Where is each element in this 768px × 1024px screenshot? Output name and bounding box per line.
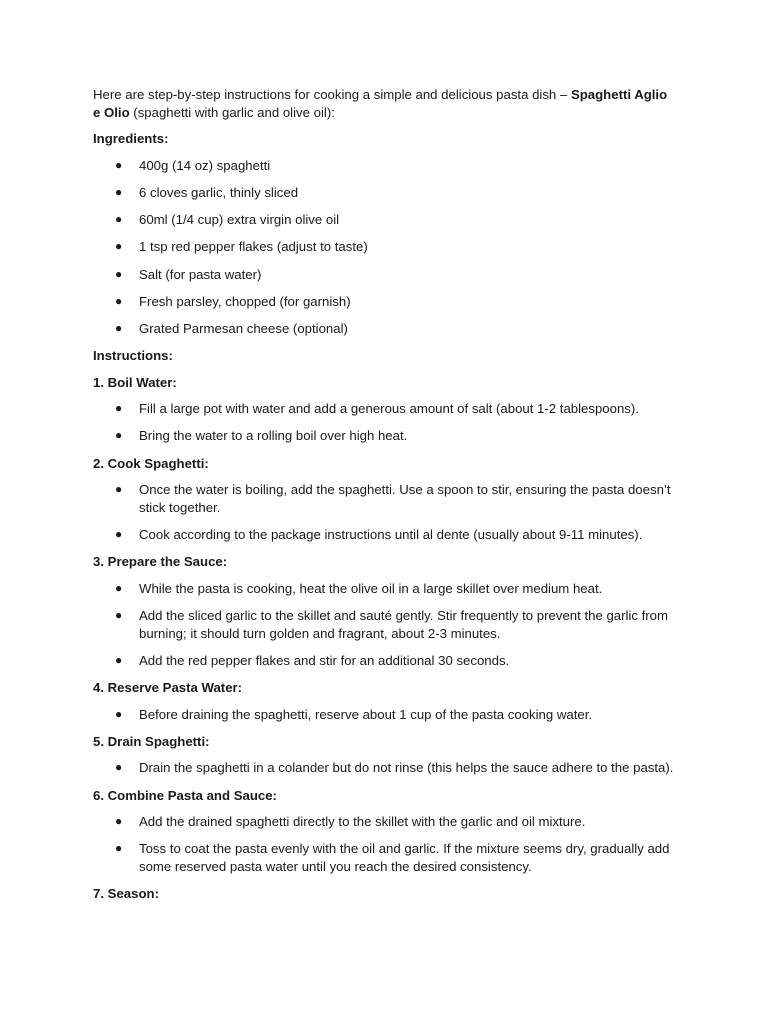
list-item (93, 759, 678, 777)
intro-text-after: (spaghetti with garlic and olive oil): (129, 104, 335, 120)
bullet-icon: ● (115, 652, 123, 667)
step-list (93, 400, 678, 445)
bullet-icon: ● (115, 608, 123, 622)
bullet-icon: ● (115, 184, 123, 199)
bullet-icon: ● (115, 814, 123, 829)
list-item (93, 652, 678, 670)
list-item (93, 840, 678, 875)
list-item (93, 607, 678, 642)
list-item-text: Add the red pepper flakes and stir for an additional 30 seconds. (139, 652, 510, 668)
list-item-text: 400g (14 oz) spaghetti (139, 157, 271, 173)
intro-text: Here are step-by-step instructions for cooking a simple and delicious pasta dish – (93, 87, 571, 102)
list-item (93, 427, 678, 445)
list-item-text: While the pasta is cooking, heat the olive oil in a large skillet over medium heat. (139, 580, 603, 596)
list-item-text: 1 tsp red pepper flakes (adjust to taste) (139, 239, 368, 255)
list-item-text: Add the drained spaghetti directly to the skillet with the garlic and oil mixture. (139, 814, 586, 830)
bullet-icon: ● (115, 527, 123, 542)
list-item-text: Fill a large pot with water and add a generous amount of salt (about 1-2 tablespoons). (139, 401, 639, 417)
list-item (93, 211, 678, 229)
step-title: 2. Cook Spaghetti: (93, 455, 209, 471)
bullet-icon: ● (115, 760, 123, 775)
bullet-icon: ● (115, 428, 123, 443)
bullet-icon: ● (115, 266, 123, 281)
instructions-heading: Instructions: (93, 348, 173, 364)
step-title: 7. Season: (93, 886, 159, 902)
list-item (93, 238, 678, 256)
ingredients-heading: Ingredients: (93, 131, 169, 147)
bullet-icon: ● (115, 320, 123, 335)
list-item (93, 706, 678, 724)
list-item (93, 813, 678, 831)
list-item (93, 266, 678, 284)
list-item-text: 6 cloves garlic, thinly sliced (139, 184, 299, 200)
list-item-text: Drain the spaghetti in a colander but do not rinse (this helps the sauce adhere to the pasta). (139, 760, 674, 776)
list-item (93, 157, 678, 175)
list-item (93, 580, 678, 598)
document-page (93, 86, 678, 912)
intro-paragraph (93, 86, 678, 121)
step-list (93, 580, 678, 670)
step-title: 4. Reserve Pasta Water: (93, 679, 243, 695)
list-item-text: 60ml (1/4 cup) extra virgin olive oil (139, 212, 340, 228)
list-item-text: Once the water is boiling, add the spaghetti. Use a spoon to stir, ensuring the pasta doesn’t stick together. (139, 482, 671, 515)
step-title: 5. Drain Spaghetti: (93, 733, 210, 749)
list-item (93, 184, 678, 202)
list-item-text: Fresh parsley, chopped (for garnish) (139, 293, 351, 309)
list-item-text: Salt (for pasta water) (139, 266, 262, 282)
list-item (93, 400, 678, 418)
list-item (93, 481, 678, 516)
list-item-text: Toss to coat the pasta evenly with the oil and garlic. If the mixture seems dry, gradually add some reserved pasta water until you reach the desired consistency. (139, 841, 670, 874)
list-item (93, 293, 678, 311)
step-title: 6. Combine Pasta and Sauce: (93, 787, 277, 803)
step-title: 1. Boil Water: (93, 374, 177, 390)
ingredients-list (93, 157, 678, 338)
bullet-icon: ● (115, 293, 123, 308)
step-list (93, 813, 678, 875)
bullet-icon: ● (115, 580, 123, 595)
list-item-text: Grated Parmesan cheese (optional) (139, 320, 348, 336)
step-list (93, 481, 678, 543)
list-item-text: Cook according to the package instructions until al dente (usually about 9-11 minutes). (139, 527, 643, 543)
dish-name: Spaghetti Aglio e Olio (93, 87, 668, 120)
step-title: 3. Prepare the Sauce: (93, 554, 228, 570)
bullet-icon: ● (115, 482, 123, 497)
bullet-icon: ● (115, 706, 123, 721)
bullet-icon: ● (115, 157, 123, 172)
list-item-text: Before draining the spaghetti, reserve about 1 cup of the pasta cooking water. (139, 706, 593, 722)
bullet-icon: ● (115, 841, 123, 856)
list-item (93, 320, 678, 338)
bullet-icon: ● (115, 401, 123, 416)
list-item (93, 526, 678, 544)
bullet-icon: ● (115, 212, 123, 227)
step-list (93, 759, 678, 777)
bullet-icon: ● (115, 239, 123, 254)
list-item-text: Add the sliced garlic to the skillet and sauté gently. Stir frequently to prevent the garlic from burning; it should turn golden and fragrant, about 2-3 minutes. (139, 608, 668, 641)
list-item-text: Bring the water to a rolling boil over high heat. (139, 428, 408, 444)
step-list (93, 706, 678, 724)
